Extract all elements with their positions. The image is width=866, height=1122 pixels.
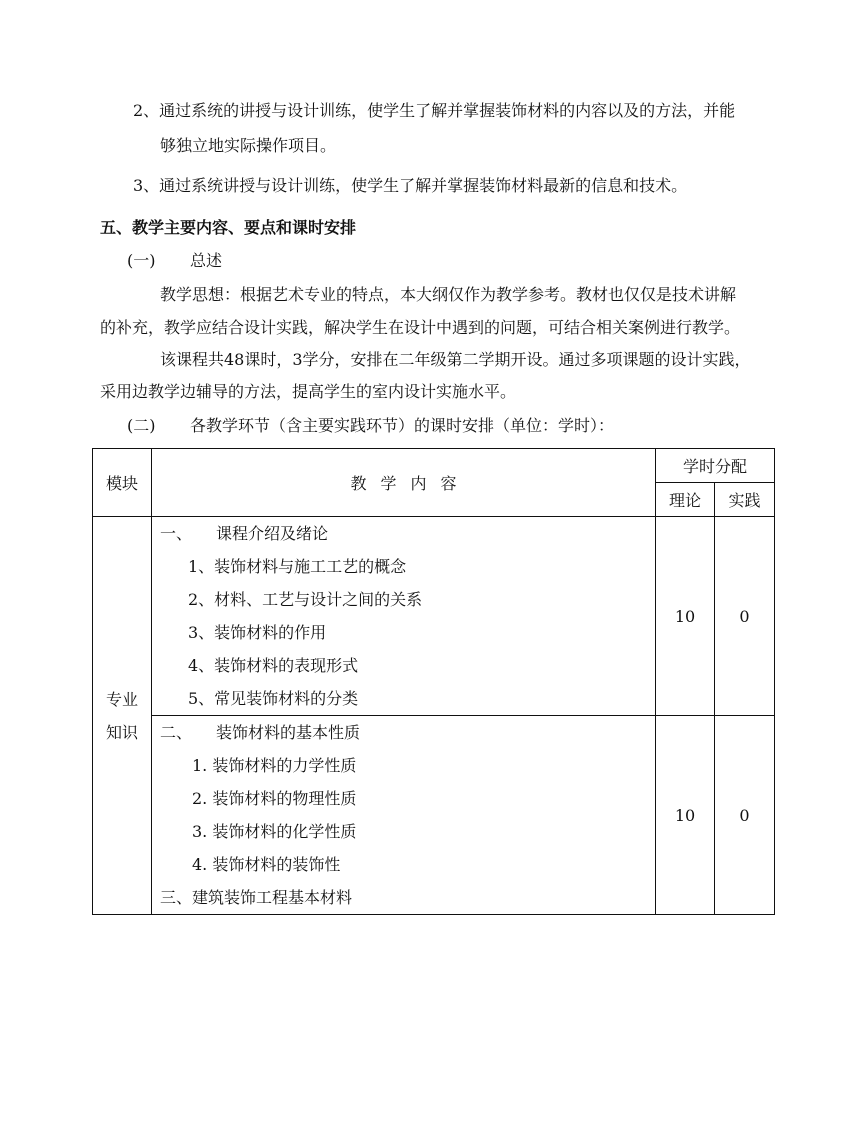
list-item: 5、常见装饰材料的分类 bbox=[188, 689, 359, 708]
teaching-philosophy-line-1: 教学思想：根据艺术专业的特点，本大纲仅作为教学参考。教材也仅仅是技术讲解 bbox=[160, 285, 737, 304]
group-2-practice-hours: 0 bbox=[715, 716, 775, 915]
hours-header: 学时分配 bbox=[656, 449, 775, 483]
list-item: 2. 装饰材料的物理性质 bbox=[192, 789, 357, 808]
theory-header: 理论 bbox=[656, 483, 715, 517]
group-2-content bbox=[152, 716, 656, 915]
list-item: 1. 装饰材料的力学性质 bbox=[192, 756, 357, 775]
group-1-title: 一、 课程介绍及绪论 bbox=[160, 524, 329, 543]
group-2-extra-title: 三、建筑装饰工程基本材料 bbox=[160, 888, 353, 907]
list-item: 1、装饰材料与施工工艺的概念 bbox=[188, 557, 407, 576]
module-header: 模块 bbox=[93, 449, 152, 517]
list-item: 3、装饰材料的作用 bbox=[188, 623, 327, 642]
group-1-theory-hours: 10 bbox=[656, 517, 715, 716]
subsection-2-number: (二) bbox=[127, 416, 156, 435]
group-1-practice-hours: 0 bbox=[715, 517, 775, 716]
section-heading: 五、教学主要内容、要点和课时安排 bbox=[100, 218, 357, 237]
list-item: 3. 装饰材料的化学性质 bbox=[192, 822, 357, 841]
objective-item-2-line-2: 够独立地实际操作项目。 bbox=[160, 136, 337, 155]
subsection-1-title: 总述 bbox=[190, 251, 223, 270]
list-item: 4、装饰材料的表现形式 bbox=[188, 656, 359, 675]
content-header bbox=[152, 449, 656, 517]
module-line-1: 专业 bbox=[105, 689, 138, 709]
group-2-title: 二、 装饰材料的基本性质 bbox=[160, 723, 361, 742]
schedule-table bbox=[92, 448, 775, 915]
course-hours-line-1: 该课程共48课时，3学分，安排在二年级第二学期开设。通过多项课题的设计实践， bbox=[160, 350, 751, 369]
content-header-label: 教学内容 bbox=[350, 474, 471, 493]
objective-item-2-line-1: 2、通过系统的讲授与设计训练，使学生了解并掌握装饰材料的内容以及的方法，并能 bbox=[133, 101, 736, 120]
module-cell bbox=[93, 517, 152, 915]
group-2-theory-hours: 10 bbox=[656, 716, 715, 915]
list-item: 4. 装饰材料的装饰性 bbox=[192, 855, 341, 874]
table-row bbox=[93, 517, 775, 716]
teaching-philosophy-line-2: 的补充，教学应结合设计实践，解决学生在设计中遇到的问题，可结合相关案例进行教学。 bbox=[100, 318, 741, 337]
list-item: 2、材料、工艺与设计之间的关系 bbox=[188, 590, 423, 609]
module-line-2: 知识 bbox=[105, 722, 138, 742]
practice-header: 实践 bbox=[715, 483, 775, 517]
subsection-1-number: (一) bbox=[127, 251, 156, 270]
course-hours-line-2: 采用边教学边辅导的方法，提高学生的室内设计实施水平。 bbox=[100, 382, 517, 401]
subsection-2-title: 各教学环节（含主要实践环节）的课时安排（单位：学时）： bbox=[190, 416, 615, 435]
table-header-row bbox=[93, 449, 775, 483]
table-row bbox=[93, 716, 775, 915]
group-1-content bbox=[152, 517, 656, 716]
objective-item-3: 3、通过系统讲授与设计训练，使学生了解并掌握装饰材料最新的信息和技术。 bbox=[133, 176, 688, 195]
